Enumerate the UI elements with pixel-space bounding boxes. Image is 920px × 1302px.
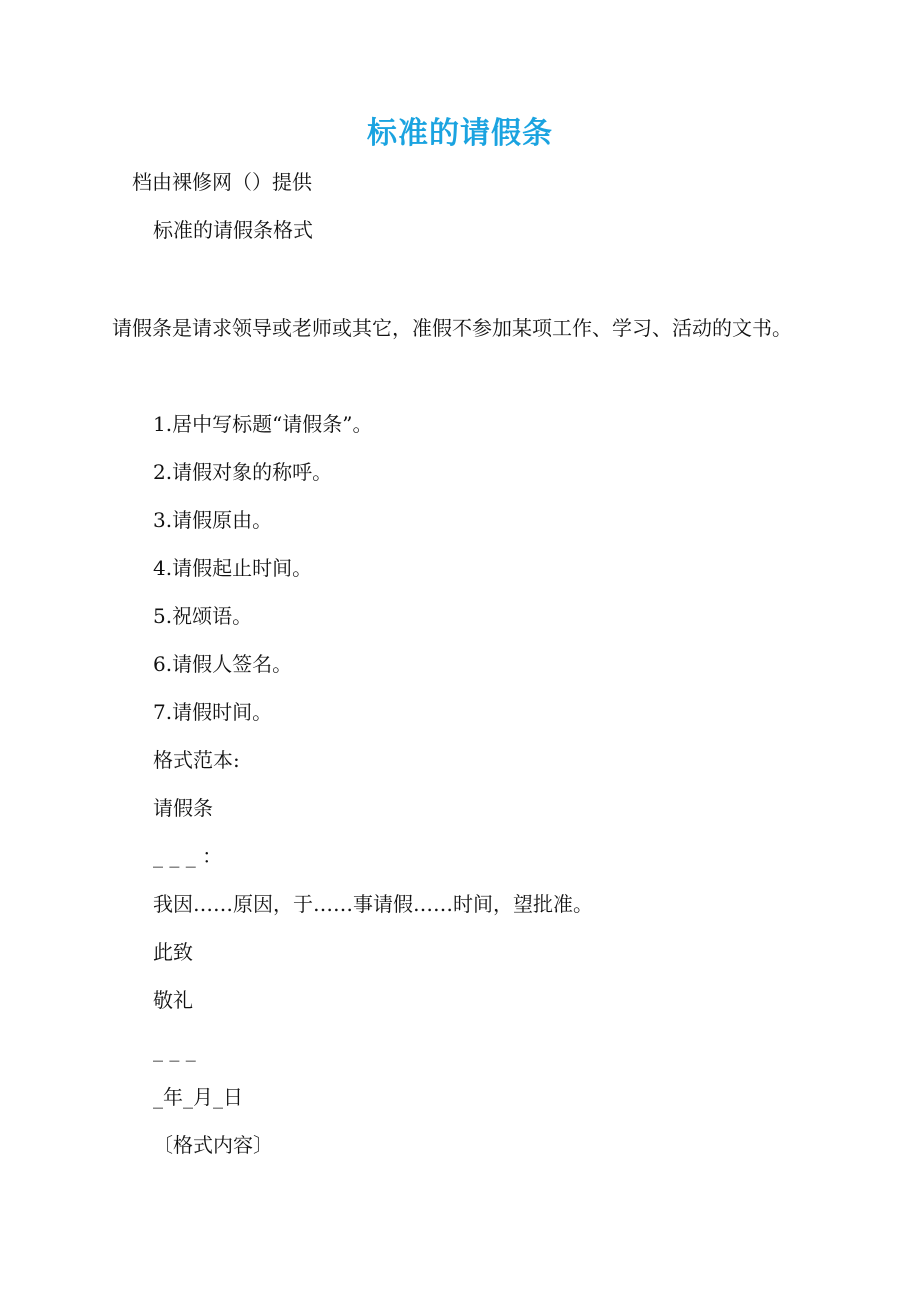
source-line: 档由裸修网（）提供 xyxy=(132,170,312,194)
list-item: 6.请假人签名。 xyxy=(153,652,293,676)
sample-date: _年_月_日 xyxy=(153,1085,243,1109)
list-item: 5.祝颂语。 xyxy=(153,604,253,628)
list-item: 4.请假起止时间。 xyxy=(153,556,313,580)
intro-paragraph: 请假条是请求领导或老师或其它，准假不参加某项工作、学习、活动的文书。 xyxy=(112,316,792,340)
sample-salutation: _ _ _ ： xyxy=(153,844,223,868)
list-item: 2.请假对象的称呼。 xyxy=(153,460,333,484)
list-item: 7.请假时间。 xyxy=(153,700,273,724)
sample-heading: 格式范本: xyxy=(153,748,240,772)
document-title: 标准的请假条 xyxy=(367,116,553,151)
subtitle: 标准的请假条格式 xyxy=(153,218,313,242)
sample-closing-2: 敬礼 xyxy=(153,988,193,1012)
list-item: 1.居中写标题“请假条”。 xyxy=(153,412,373,436)
sample-signature: _ _ _ xyxy=(153,1038,196,1062)
list-item: 3.请假原由。 xyxy=(153,508,273,532)
sample-body: 我因……原因，于……事请假……时间，望批准。 xyxy=(153,892,593,916)
sample-note: 〔格式内容〕 xyxy=(153,1133,273,1157)
sample-closing-1: 此致 xyxy=(153,940,193,964)
sample-title: 请假条 xyxy=(153,796,213,820)
